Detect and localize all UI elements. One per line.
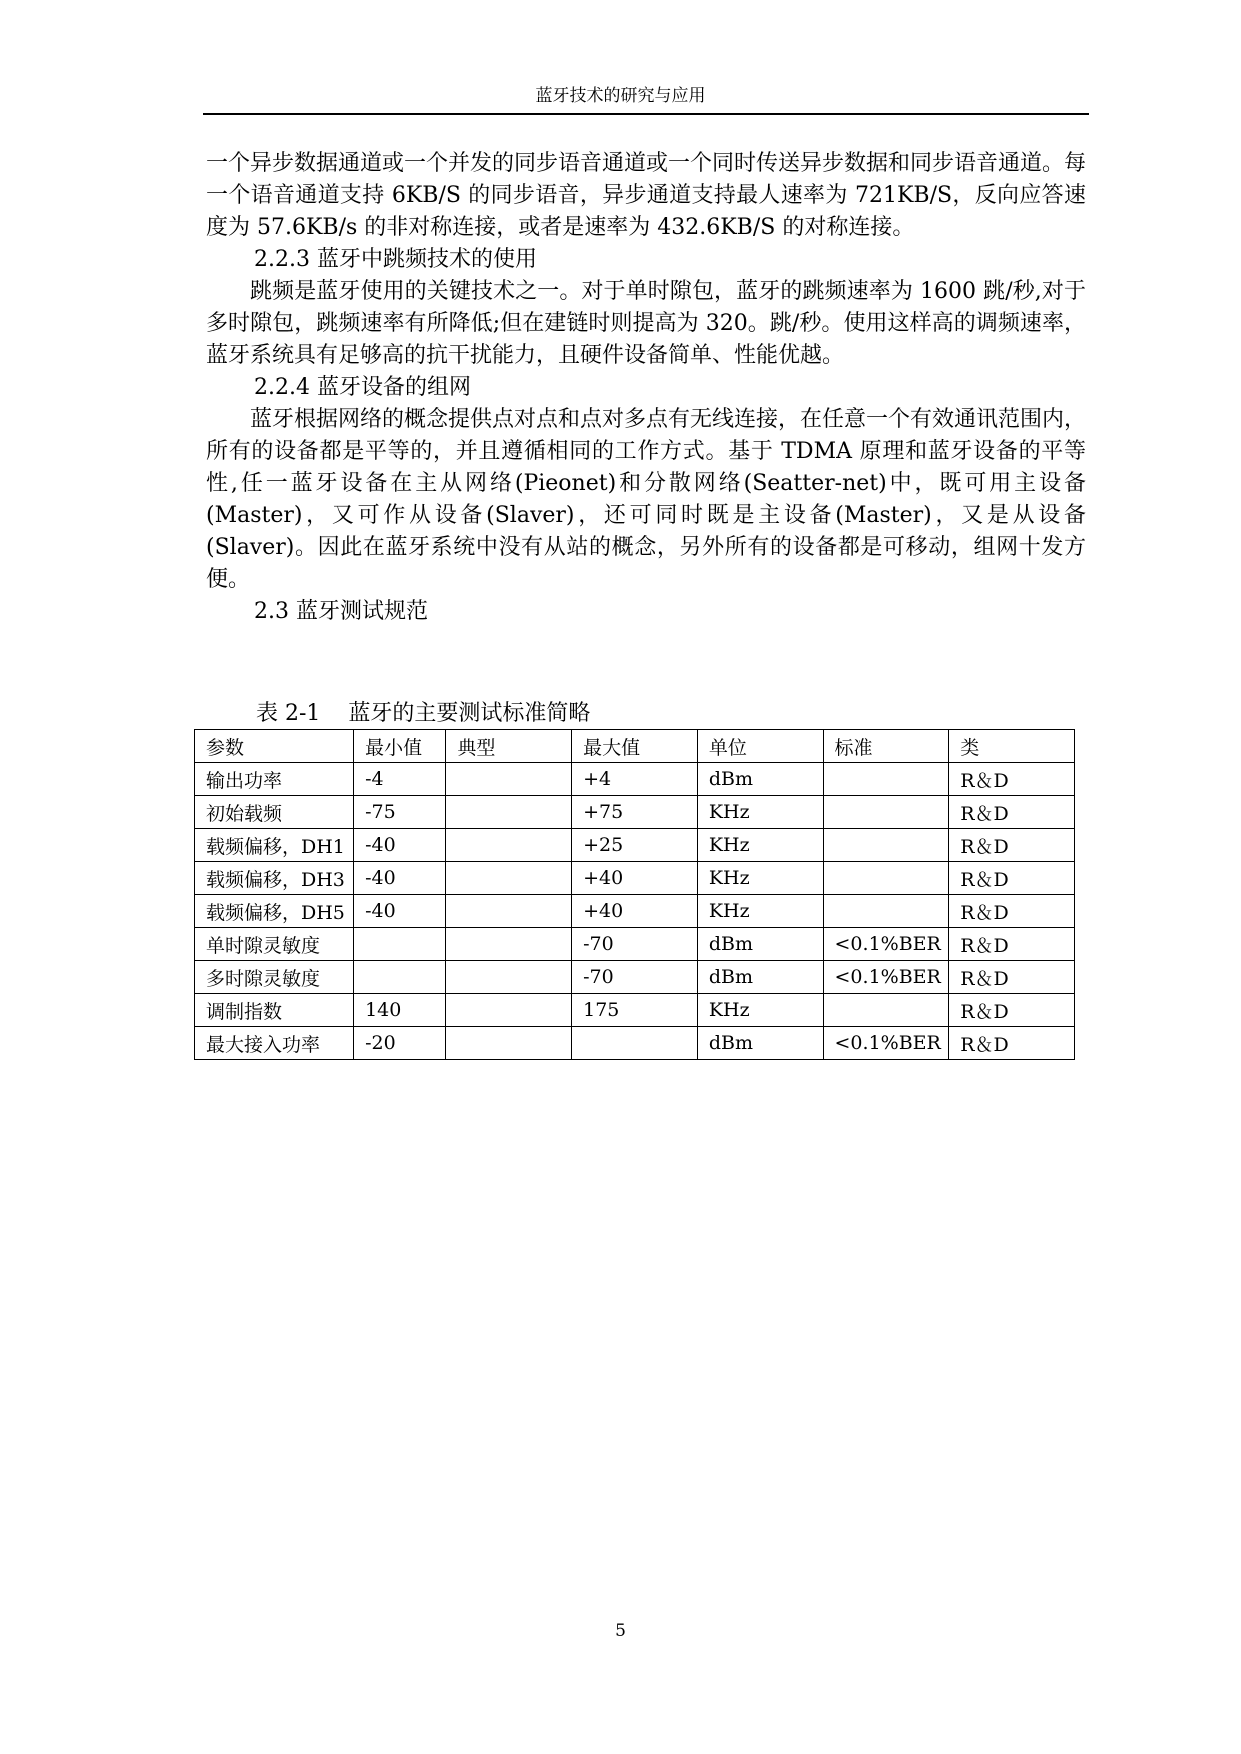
table-cell: dBm	[697, 763, 823, 796]
table-cell: R＆D	[949, 961, 1075, 994]
paragraph-networking: 蓝牙根据网络的概念提供点对点和点对多点有无线连接，在任意一个有效通讯范围内，所有的设备都是平等的，并且遵循相同的工作方式。基于 TDMA 原理和蓝牙设备的平等性,任一蓝牙设备在主从网络(Pieonet)和分散网络(Seatter-net)中，既可用主设备(Master)，又可作从设备(Slaver)，还可同时既是主设备(Master)，又是从设备(Slaver)。因此在蓝牙系统中没有从站的概念，另外所有的设备都是可移动，组网十发方便。	[206, 407, 1087, 592]
table-cell	[572, 1027, 698, 1060]
table-cell	[354, 928, 446, 961]
table-row	[195, 763, 1075, 796]
table-row	[195, 895, 1075, 928]
table-row	[195, 1027, 1075, 1060]
table-cell: 输出功率	[195, 763, 354, 796]
table-header-cell: 典型	[446, 730, 572, 763]
section-heading-2-3: 2.3 蓝牙测试规范	[254, 599, 428, 624]
table-row	[195, 928, 1075, 961]
table-cell: KHz	[697, 994, 823, 1027]
table-cell: dBm	[697, 928, 823, 961]
table-row	[195, 829, 1075, 862]
table-cell: <0.1%BER	[823, 961, 949, 994]
table-cell	[823, 763, 949, 796]
table-cell	[446, 763, 572, 796]
table-cell: 140	[354, 994, 446, 1027]
table-cell	[823, 994, 949, 1027]
table-cell: KHz	[697, 796, 823, 829]
table-cell: -4	[354, 763, 446, 796]
table-cell: 175	[572, 994, 698, 1027]
table-cell	[823, 829, 949, 862]
table-header-cell: 标准	[823, 730, 949, 763]
table-cell	[446, 895, 572, 928]
test-standards-table	[194, 729, 1075, 1060]
table-cell	[446, 1027, 572, 1060]
table-cell: -70	[572, 928, 698, 961]
table-cell: +25	[572, 829, 698, 862]
table-cell: 多时隙灵敏度	[195, 961, 354, 994]
table-cell: 初始载频	[195, 796, 354, 829]
section-heading-2-2-4: 2.2.4 蓝牙设备的组网	[254, 375, 471, 400]
table-header-row	[195, 730, 1075, 763]
table-cell: dBm	[697, 1027, 823, 1060]
table-cell	[446, 862, 572, 895]
table-cell: -40	[354, 829, 446, 862]
table-cell	[446, 796, 572, 829]
table-cell: R＆D	[949, 1027, 1075, 1060]
table-cell	[823, 895, 949, 928]
table-cell: 调制指数	[195, 994, 354, 1027]
table-cell: -75	[354, 796, 446, 829]
table-cell: +40	[572, 895, 698, 928]
table-row	[195, 862, 1075, 895]
table-cell: 载频偏移，DH1	[195, 829, 354, 862]
table-cell	[446, 928, 572, 961]
table-cell: +4	[572, 763, 698, 796]
table-cell: KHz	[697, 895, 823, 928]
table-cell: 最大接入功率	[195, 1027, 354, 1060]
table-cell: R＆D	[949, 895, 1075, 928]
table-cell: <0.1%BER	[823, 1027, 949, 1060]
table-cell: +40	[572, 862, 698, 895]
table-cell: R＆D	[949, 829, 1075, 862]
table-header-cell: 类	[949, 730, 1075, 763]
table-cell: 载频偏移，DH3	[195, 862, 354, 895]
table-cell: -20	[354, 1027, 446, 1060]
table-cell: KHz	[697, 829, 823, 862]
table-header-cell: 最大值	[572, 730, 698, 763]
table-cell	[823, 796, 949, 829]
table-cell	[446, 994, 572, 1027]
table-cell: R＆D	[949, 796, 1075, 829]
table-cell: R＆D	[949, 928, 1075, 961]
table-cell	[446, 961, 572, 994]
table-cell: R＆D	[949, 862, 1075, 895]
table-cell: -40	[354, 862, 446, 895]
table-row	[195, 796, 1075, 829]
table-header-cell: 单位	[697, 730, 823, 763]
table-cell	[823, 862, 949, 895]
table-cell: R＆D	[949, 994, 1075, 1027]
table-cell: -70	[572, 961, 698, 994]
table-header-cell: 参数	[195, 730, 354, 763]
table-row	[195, 961, 1075, 994]
table-cell: 载频偏移，DH5	[195, 895, 354, 928]
running-header: 蓝牙技术的研究与应用	[535, 86, 706, 106]
table-header-cell: 最小值	[354, 730, 446, 763]
header-rule	[203, 113, 1089, 115]
paragraph-continuation: 一个异步数据通道或一个并发的同步语音通道或一个同时传送异步数据和同步语音通道。每一个语音通道支持 6KB/S 的同步语音，异步通道支持最人速率为 721KB/S，反向应答速度为 57.6KB/s 的非对称连接，或者是速率为 432.6KB/S 的对称连接。	[206, 151, 1087, 240]
table-cell	[354, 961, 446, 994]
table-cell	[446, 829, 572, 862]
table-cell: R＆D	[949, 763, 1075, 796]
table-row	[195, 994, 1075, 1027]
table-cell: +75	[572, 796, 698, 829]
table-cell: dBm	[697, 961, 823, 994]
body-text	[206, 148, 1086, 628]
page-number: 5	[615, 1621, 626, 1641]
table-cell: -40	[354, 895, 446, 928]
table-cell: 单时隙灵敏度	[195, 928, 354, 961]
section-heading-2-2-3: 2.2.3 蓝牙中跳频技术的使用	[254, 247, 537, 272]
table-caption: 表 2-1 蓝牙的主要测试标准简略	[256, 701, 591, 726]
table-cell: <0.1%BER	[823, 928, 949, 961]
paragraph-frequency-hopping: 跳频是蓝牙使用的关键技术之一。对于单时隙包，蓝牙的跳频速率为 1600 跳/秒,对于多时隙包，跳频速率有所降低;但在建链时则提高为 320。跳/秒。使用这样高的调频速率，蓝牙系统具有足够高的抗干扰能力，且硬件设备简单、性能优越。	[206, 279, 1086, 368]
table-cell: KHz	[697, 862, 823, 895]
